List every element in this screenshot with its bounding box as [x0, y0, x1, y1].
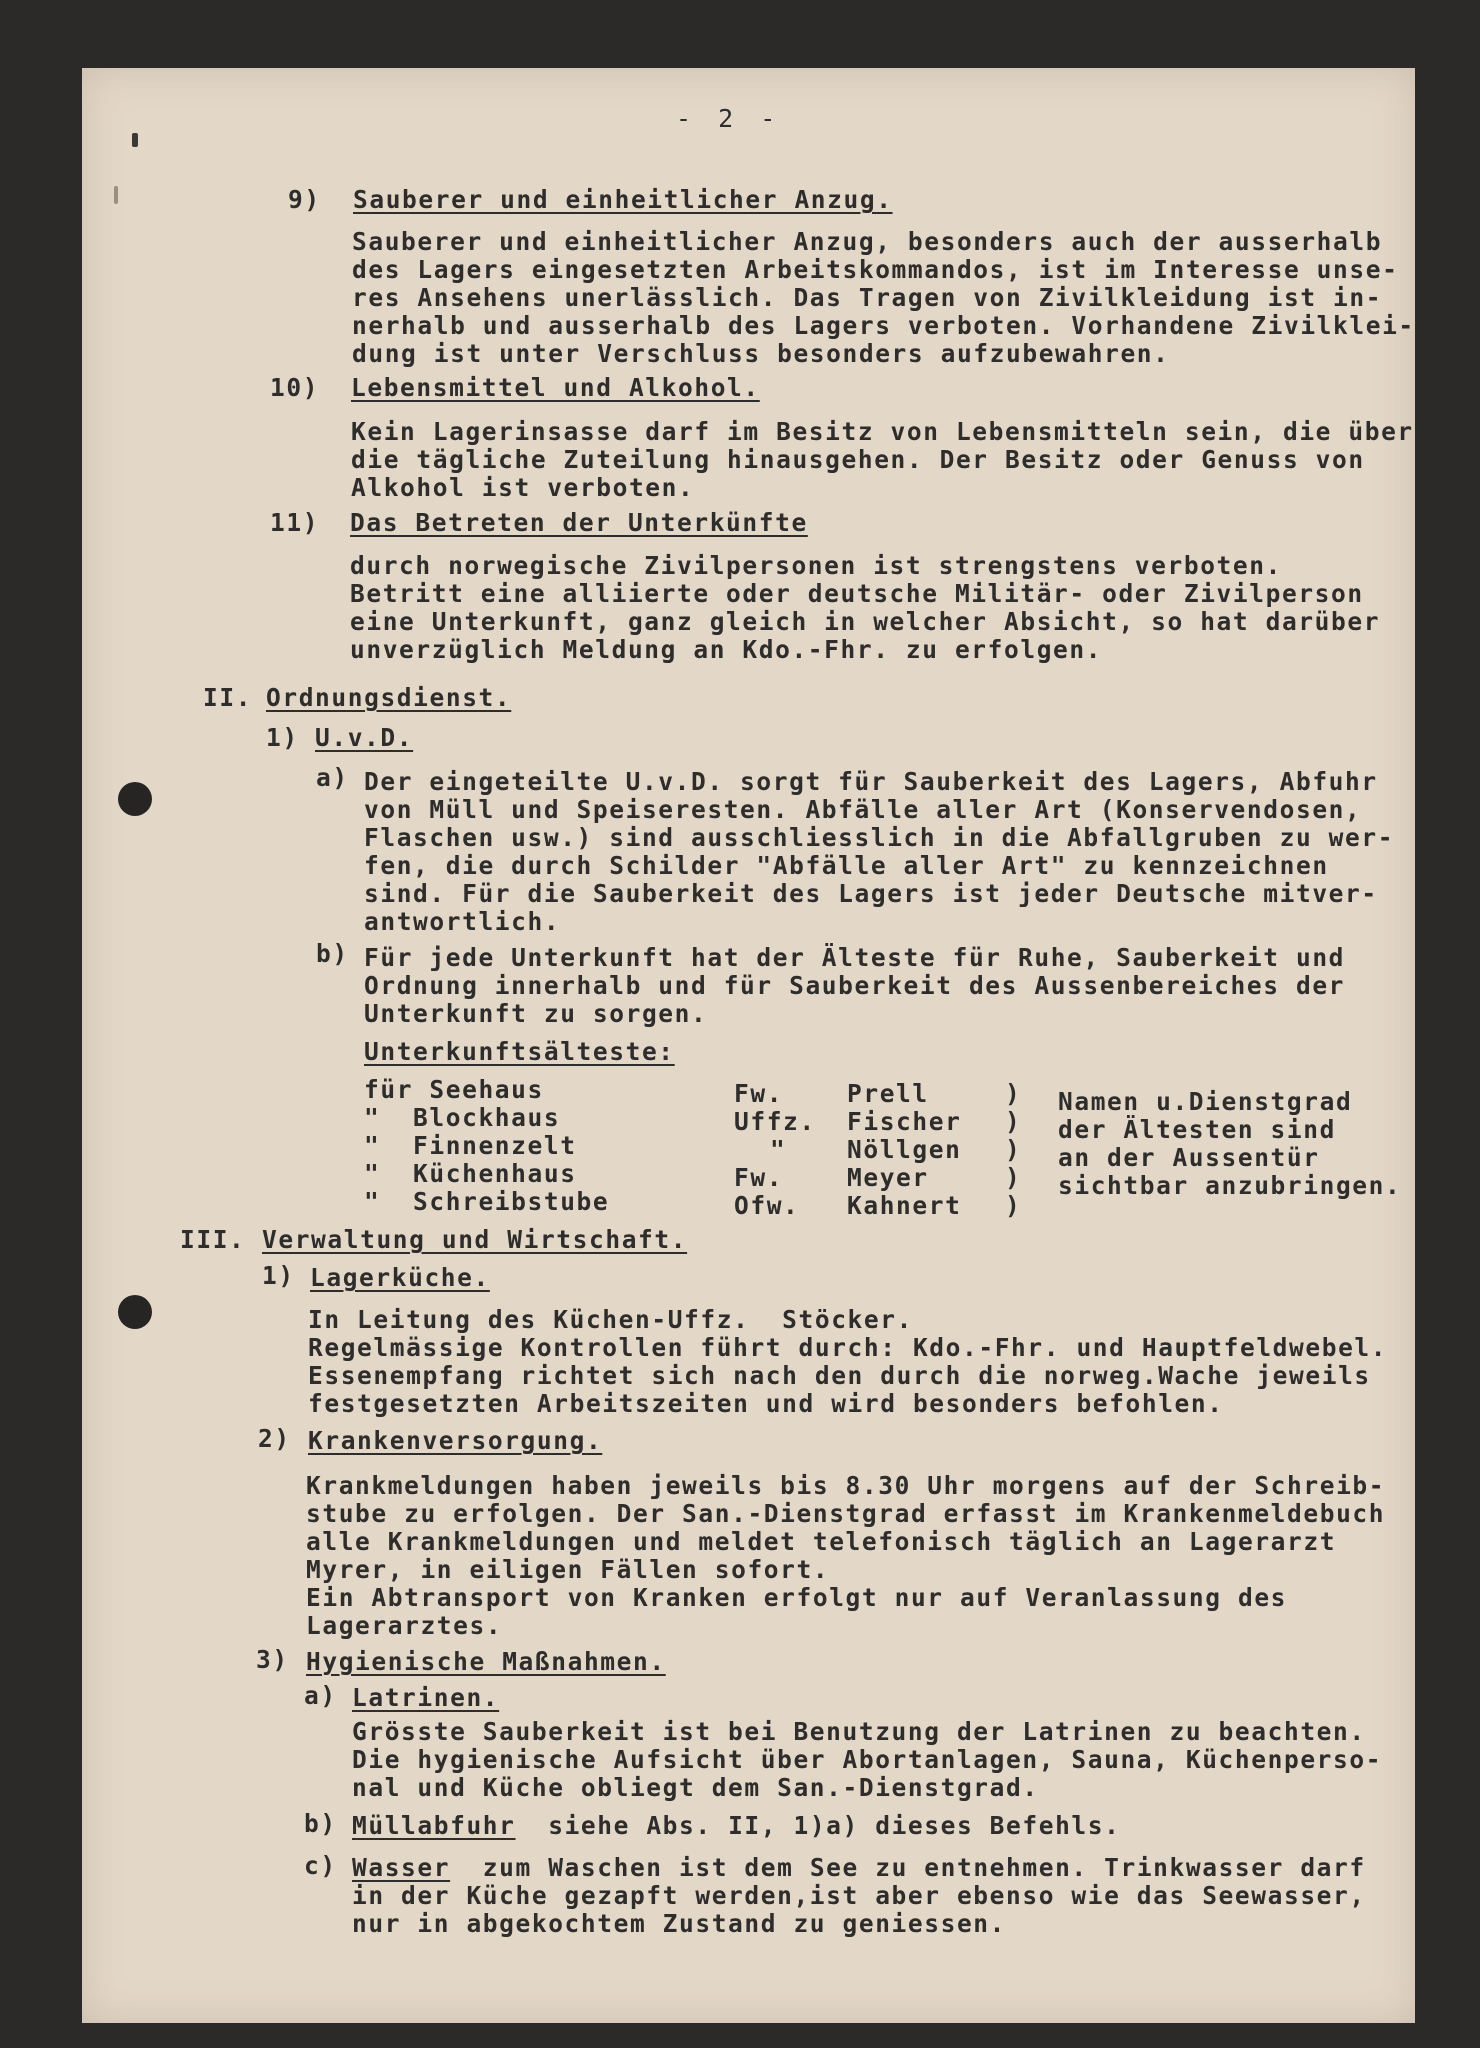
text-line: Die hygienische Aufsicht über Abortanlagen, Sauna, Küchenperso- — [352, 1745, 1383, 1774]
text-line: des Lagers eingesetzten Arbeitskommandos, ist im Interesse unse- — [352, 255, 1399, 284]
table-place: " Blockhaus — [364, 1103, 561, 1132]
subsection-heading: Lagerküche. — [310, 1263, 490, 1292]
text-line: dung ist unter Verschluss besonders aufzubewahren. — [352, 339, 1170, 368]
subsection-heading: Krankenversorgung. — [308, 1426, 603, 1455]
text-line: Alkohol ist verboten. — [351, 473, 695, 502]
chapter-heading: Verwaltung und Wirtschaft. — [262, 1225, 688, 1254]
section-heading: Lebensmittel und Alkohol. — [351, 373, 760, 402]
text-line: Essenempfang richtet sich nach den durch die norweg.Wache jeweils — [308, 1361, 1371, 1390]
item-heading: Müllabfuhr — [352, 1811, 516, 1840]
subsection-number: 3) — [256, 1645, 289, 1674]
text-line: Krankmeldungen haben jeweils bis 8.30 Uhr morgens auf der Schreib- — [306, 1471, 1386, 1500]
page-number: - 2 - — [676, 104, 782, 133]
subsection-number: 1) — [262, 1261, 295, 1290]
text-line: fen, die durch Schilder "Abfälle aller Art" zu kennzeichnen — [364, 851, 1329, 880]
item-letter: a) — [316, 763, 349, 792]
ink-speck — [114, 186, 118, 204]
section-number: 9) — [288, 185, 321, 214]
text-line: sind. Für die Sauberkeit des Lagers ist jeder Deutsche mitver- — [364, 879, 1378, 908]
text-line: festgesetzten Arbeitszeiten und wird besonders befohlen. — [308, 1389, 1224, 1418]
text-line: eine Unterkunft, ganz gleich in welcher Absicht, so hat darüber — [350, 607, 1381, 636]
text-line: unverzüglich Meldung an Kdo.-Fhr. zu erfolgen. — [350, 635, 1103, 664]
text-line: Ordnung innerhalb und für Sauberkeit des Aussenbereiches der — [364, 971, 1346, 1000]
table-brace: ) — [1005, 1135, 1022, 1164]
item-letter: b) — [316, 939, 349, 968]
table-note: der Ältesten sind — [1058, 1115, 1336, 1144]
table-brace: ) — [1005, 1079, 1022, 1108]
table-name: Nöllgen — [847, 1135, 962, 1164]
subsection-number: 1) — [266, 723, 299, 752]
table-brace: ) — [1005, 1191, 1022, 1220]
ink-speck — [132, 133, 138, 147]
item-letter: a) — [304, 1681, 337, 1710]
table-place: " Küchenhaus — [364, 1159, 577, 1188]
subsection-number: 2) — [258, 1424, 291, 1453]
section-heading: Sauberer und einheitlicher Anzug. — [353, 185, 893, 214]
text-line: in der Küche gezapft werden,ist aber ebenso wie das Seewasser, — [352, 1881, 1366, 1910]
text-line: Myrer, in eiligen Fällen sofort. — [306, 1555, 830, 1584]
text-line: stube zu erfolgen. Der San.-Dienstgrad erfasst im Krankenmeldebuch — [306, 1499, 1386, 1528]
table-name: Kahnert — [847, 1191, 962, 1220]
table-name: Prell — [847, 1079, 929, 1108]
item-line — [352, 1812, 1120, 1839]
section-number: 11) — [270, 508, 320, 537]
text-line: durch norwegische Zivilpersonen ist strengstens verboten. — [350, 551, 1282, 580]
table-brace: ) — [1005, 1163, 1022, 1192]
text-line: von Müll und Speiseresten. Abfälle aller Art (Konservendosen, — [364, 795, 1362, 824]
table-name: Meyer — [847, 1163, 929, 1192]
item-text: zum Waschen ist dem See zu entnehmen. Trinkwasser darf — [450, 1853, 1366, 1882]
text-line: nur in abgekochtem Zustand zu geniessen. — [352, 1909, 1007, 1938]
text-line: In Leitung des Küchen-Uffz. Stöcker. — [308, 1305, 913, 1334]
text-line: Kein Lagerinsasse darf im Besitz von Lebensmitteln sein, die über — [351, 417, 1414, 446]
text-line: res Ansehens unerlässlich. Das Tragen von Zivilkleidung ist in- — [352, 283, 1383, 312]
table-place: " Finnenzelt — [364, 1131, 577, 1160]
item-letter: c) — [304, 1851, 337, 1880]
punch-hole — [118, 782, 152, 816]
item-line — [352, 1854, 1366, 1881]
punch-hole — [118, 1295, 152, 1329]
table-rank: " — [770, 1135, 787, 1164]
item-letter: b) — [304, 1809, 337, 1838]
chapter-number: II. — [203, 683, 253, 712]
subsection-heading: Hygienische Maßnahmen. — [306, 1647, 666, 1676]
table-brace: ) — [1005, 1107, 1022, 1136]
table-note: sichtbar anzubringen. — [1058, 1171, 1402, 1200]
chapter-heading: Ordnungsdienst. — [266, 683, 512, 712]
text-line: die tägliche Zuteilung hinausgehen. Der Besitz oder Genuss von — [351, 445, 1365, 474]
table-rank: Fw. — [734, 1163, 784, 1192]
text-line: Der eingeteilte U.v.D. sorgt für Sauberkeit des Lagers, Abfuhr — [364, 767, 1378, 796]
text-line: Flaschen usw.) sind ausschliesslich in die Abfallgruben zu wer- — [364, 823, 1395, 852]
text-line: Betritt eine alliierte oder deutsche Militär- oder Zivilperson — [350, 579, 1364, 608]
chapter-number: III. — [180, 1225, 246, 1254]
text-line: Sauberer und einheitlicher Anzug, besonders auch der ausserhalb — [352, 227, 1383, 256]
table-name: Fischer — [847, 1107, 962, 1136]
item-text: siehe Abs. II, 1)a) dieses Befehls. — [515, 1811, 1121, 1840]
text-line: nal und Küche obliegt dem San.-Dienstgrad. — [352, 1773, 1039, 1802]
text-line: Grösste Sauberkeit ist bei Benutzung der Latrinen zu beachten. — [352, 1717, 1366, 1746]
text-line: nerhalb und ausserhalb des Lagers verboten. Vorhandene Zivilklei- — [352, 311, 1415, 340]
item-heading: Latrinen. — [352, 1683, 500, 1712]
text-line: alle Krankmeldungen und meldet telefonisch täglich an Lagerarzt — [306, 1527, 1337, 1556]
table-rank: Fw. — [734, 1079, 784, 1108]
text-line: Lagerarztes. — [306, 1611, 503, 1640]
text-line: Für jede Unterkunft hat der Älteste für Ruhe, Sauberkeit und — [364, 943, 1346, 972]
table-place: " Schreibstube — [364, 1187, 610, 1216]
table-rank: Ofw. — [734, 1191, 800, 1220]
table-note: Namen u.Dienstgrad — [1058, 1087, 1353, 1116]
table-note: an der Aussentür — [1058, 1143, 1320, 1172]
section-number: 10) — [270, 373, 320, 402]
subsection-heading: U.v.D. — [315, 723, 414, 752]
text-line: Unterkunft zu sorgen. — [364, 999, 708, 1028]
text-line: Ein Abtransport von Kranken erfolgt nur auf Veranlassung des — [306, 1583, 1288, 1612]
text-line: antwortlich. — [364, 907, 561, 936]
table-title: Unterkunftsälteste: — [364, 1037, 675, 1066]
text-line: Regelmässige Kontrollen führt durch: Kdo.-Fhr. und Hauptfeldwebel. — [308, 1333, 1388, 1362]
section-heading: Das Betreten der Unterkünfte — [350, 508, 808, 537]
item-heading: Wasser — [352, 1853, 451, 1882]
table-place: für Seehaus — [364, 1075, 544, 1104]
table-rank: Uffz. — [734, 1107, 816, 1136]
